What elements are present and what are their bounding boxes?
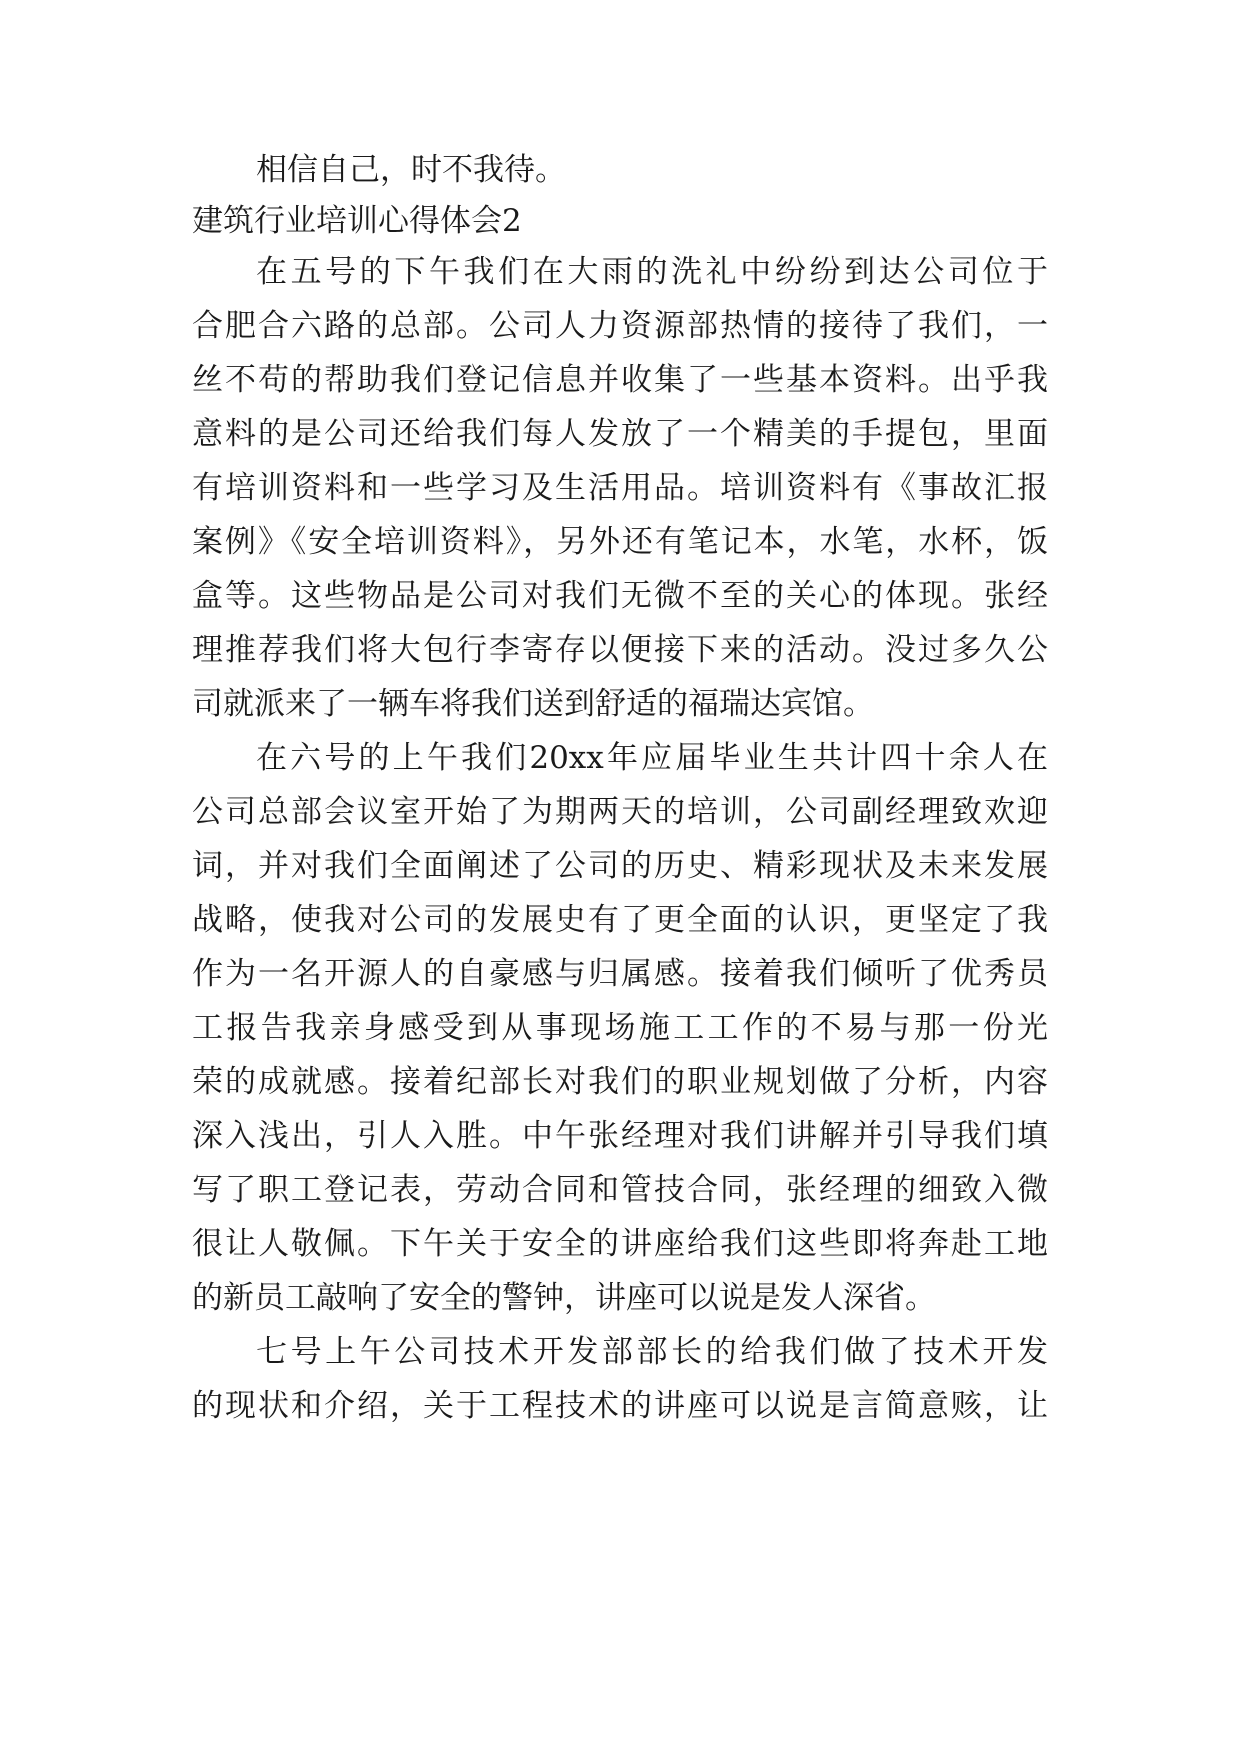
paragraph-line: 理推荐我们将大包行李寄存以便接下来的活动。没过多久公: [192, 632, 1048, 668]
paragraph-line: 的现状和介绍，关于工程技术的讲座可以说是言简意赅，让: [192, 1388, 1048, 1424]
paragraph-line: 案例》《安全培训资料》，另外还有笔记本，水笔，水杯，饭: [192, 524, 1048, 560]
paragraph-line: 战略，使我对公司的发展史有了更全面的认识，更坚定了我: [192, 902, 1048, 938]
paragraph-line: 作为一名开源人的自豪感与归属感。接着我们倾听了优秀员: [192, 956, 1048, 992]
paragraph-line: 司就派来了一辆车将我们送到舒适的福瑞达宾馆。: [192, 686, 874, 722]
paragraph-line: 公司总部会议室开始了为期两天的培训，公司副经理致欢迎: [192, 794, 1048, 830]
paragraph-line: 深入浅出，引人入胜。中午张经理对我们讲解并引导我们填: [192, 1118, 1048, 1154]
paragraph-line: 盒等。这些物品是公司对我们无微不至的关心的体现。张经: [192, 578, 1048, 614]
paragraph-line: 很让人敬佩。下午关于安全的讲座给我们这些即将奔赴工地: [192, 1226, 1048, 1262]
section-heading: 建筑行业培训心得体会2: [192, 203, 522, 239]
paragraph-line: 词，并对我们全面阐述了公司的历史、精彩现状及未来发展: [192, 848, 1048, 884]
paragraph-line: 工报告我亲身感受到从事现场施工工作的不易与那一份光: [192, 1010, 1048, 1046]
paragraph-line: 写了职工登记表，劳动合同和管技合同，张经理的细致入微: [192, 1172, 1048, 1208]
paragraph-line: 在五号的下午我们在大雨的洗礼中纷纷到达公司位于: [256, 254, 1048, 290]
closing-sentence: 相信自己，时不我待。: [256, 152, 566, 188]
paragraph-line: 有培训资料和一些学习及生活用品。培训资料有《事故汇报: [192, 470, 1048, 506]
paragraph-line: 荣的成就感。接着纪部长对我们的职业规划做了分析，内容: [192, 1064, 1048, 1100]
paragraph-line: 的新员工敲响了安全的警钟，讲座可以说是发人深省。: [192, 1280, 936, 1316]
paragraph-line: 丝不苟的帮助我们登记信息并收集了一些基本资料。出乎我: [192, 362, 1048, 398]
paragraph-line: 在六号的上午我们20xx年应届毕业生共计四十余人在: [256, 740, 1048, 776]
paragraph-line: 合肥合六路的总部。公司人力资源部热情的接待了我们，一: [192, 308, 1048, 344]
paragraph-line: 意料的是公司还给我们每人发放了一个精美的手提包，里面: [192, 416, 1048, 452]
paragraph-line: 七号上午公司技术开发部部长的给我们做了技术开发: [256, 1334, 1048, 1370]
